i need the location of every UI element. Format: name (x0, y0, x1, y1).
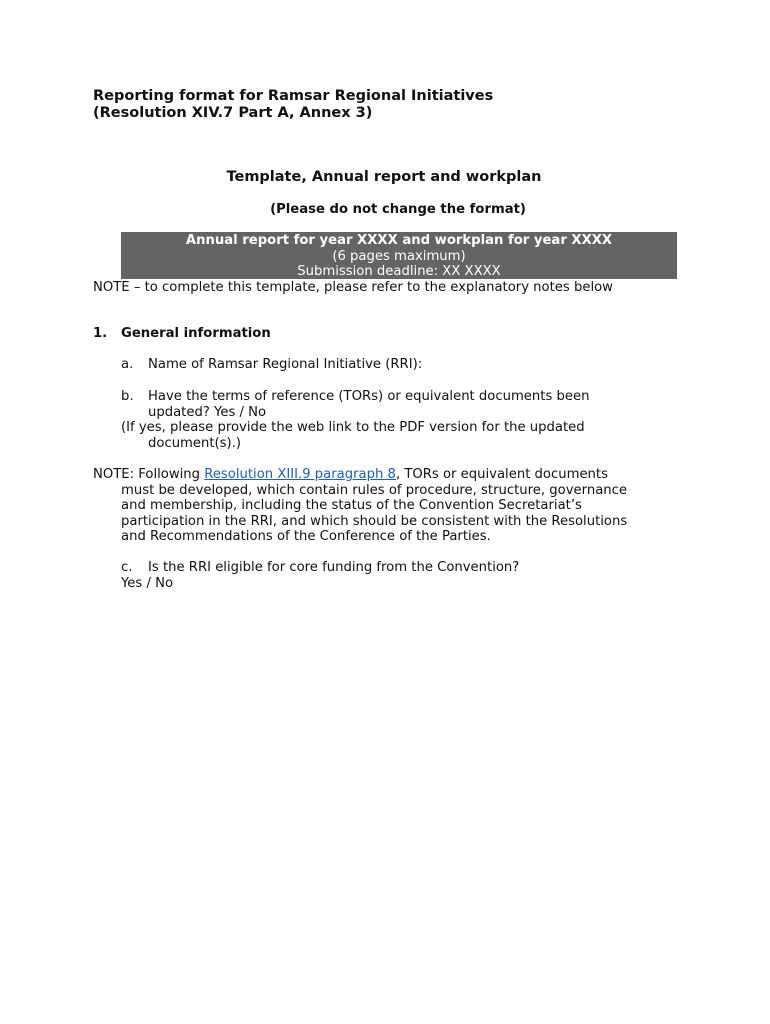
item-b (121, 389, 589, 405)
template-title (0, 169, 770, 186)
section-number: 1. (93, 326, 108, 341)
resolution-link[interactable]: Resolution XIII.9 paragraph 8 (204, 467, 396, 482)
item-c-letter: c. (121, 560, 133, 575)
item-a (121, 357, 422, 373)
item-b-sub-line-1: (If yes, please provide the web link to the PDF version for the updated (121, 420, 585, 435)
note-paragraph-line-4: participation in the RRI, and which should be consistent with the Resolutions (121, 514, 628, 529)
section-heading (93, 326, 271, 342)
item-b-line-1: Have the terms of reference (TORs) or equivalent documents been (148, 389, 590, 404)
note-paragraph-line-1 (93, 467, 608, 483)
document-title (93, 88, 493, 122)
note-paragraph-line-2: must be developed, which contain rules of procedure, structure, governance (121, 483, 627, 498)
item-c-line-1: Is the RRI eligible for core funding from the Convention? (148, 560, 520, 575)
item-c (121, 560, 519, 576)
report-banner (121, 232, 677, 279)
item-b-line-2: updated? Yes / No (148, 405, 267, 420)
banner-line-1: Annual report for year XXXX and workplan for year XXXX (185, 233, 613, 248)
note-paragraph-line-3: and membership, including the status of the Convention Secretariat’s (121, 498, 582, 513)
section-title: General information (121, 326, 271, 341)
note-paragraph-line-5: and Recommendations of the Conference of the Parties. (121, 529, 491, 544)
title-line-1: Reporting format for Ramsar Regional Initiatives (93, 88, 494, 104)
banner-line-3: Submission deadline: XX XXXX (297, 264, 501, 279)
explanatory-note: NOTE – to complete this template, please refer to the explanatory notes below (93, 280, 613, 295)
format-note-text: (Please do not change the format) (270, 202, 526, 217)
item-b-sub-line-2: document(s).) (148, 436, 242, 451)
banner-line-2: (6 pages maximum) (332, 248, 466, 264)
template-title-text: Template, Annual report and workplan (226, 169, 542, 185)
item-c-line-2: Yes / No (121, 576, 174, 591)
note-prefix: NOTE: Following (93, 467, 205, 482)
item-a-letter: a. (121, 357, 134, 372)
format-note (0, 202, 770, 218)
note-line-1-suffix: , TORs or equivalent documents (395, 467, 608, 482)
title-line-2: (Resolution XIV.7 Part A, Annex 3) (93, 105, 373, 121)
item-a-text: Name of Ramsar Regional Initiative (RRI): (148, 357, 423, 372)
item-b-letter: b. (121, 389, 134, 404)
